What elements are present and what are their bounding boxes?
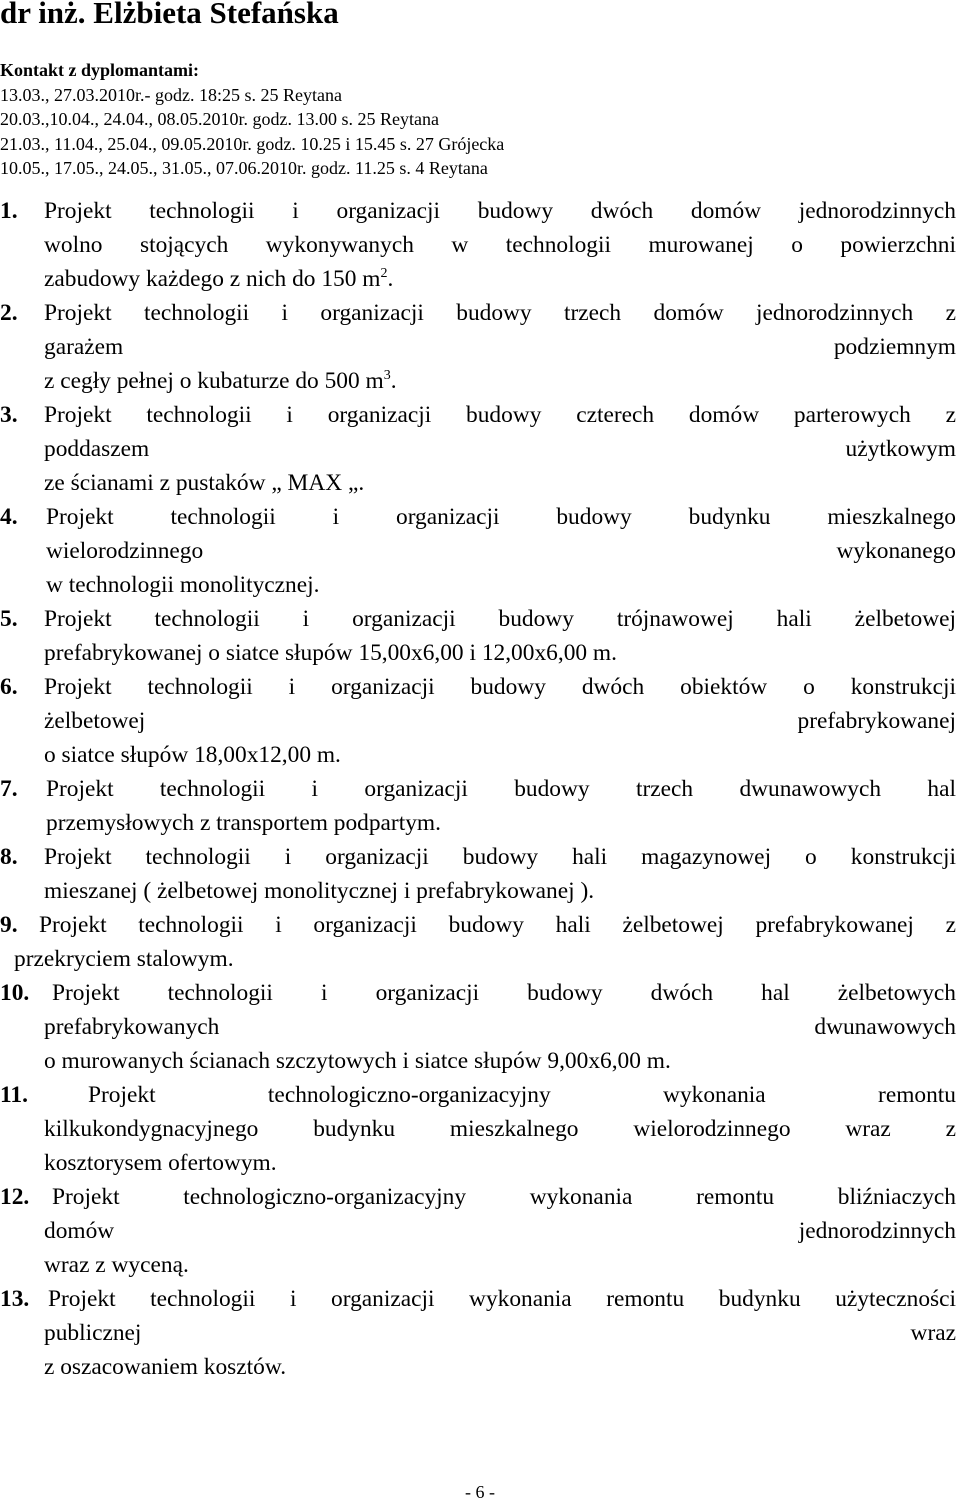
line-end: .	[390, 368, 397, 394]
project-line: Projekt technologii i organizacji budowy budynku mieszkalnego	[46, 504, 956, 530]
project-line: garażem podziemnym	[44, 334, 956, 360]
project-line: kosztorysem ofertowym.	[44, 1150, 277, 1176]
project-item	[0, 908, 956, 976]
project-item	[0, 976, 956, 1078]
project-number: 1.	[0, 198, 18, 224]
project-line: żelbetowej prefabrykowanej	[44, 708, 956, 734]
project-item	[0, 670, 956, 772]
project-line: przekryciem stalowym.	[14, 946, 234, 972]
project-number: 4.	[0, 504, 18, 530]
project-line: prefabrykowanych dwunawowych	[44, 1014, 956, 1040]
project-number: 7.	[0, 776, 18, 802]
project-item	[0, 296, 956, 398]
project-line: domów jednorodzinnych	[44, 1218, 956, 1244]
project-line: Projekt technologii i organizacji budowy trzech dwunawowych hal	[46, 776, 956, 802]
project-line: o siatce słupów 18,00x12,00 m.	[44, 742, 341, 768]
project-line: prefabrykowanej o siatce słupów 15,00x6,00 i 12,00x6,00 m.	[44, 640, 617, 666]
project-number: 9.	[0, 912, 18, 938]
project-line: Projekt technologii i organizacji wykonania remontu budynku użyteczności	[48, 1286, 956, 1312]
project-number: 13.	[0, 1286, 30, 1312]
project-line-with-unit	[0, 364, 956, 398]
project-line: Projekt technologiczno-organizacyjny wykonania remontu	[88, 1082, 956, 1108]
project-line: Projekt technologiczno-organizacyjny wykonania remontu bliźniaczych	[52, 1184, 956, 1210]
project-line: Projekt technologii i organizacji budowy trzech domów jednorodzinnych z	[44, 300, 956, 326]
project-line: mieszanej ( żelbetowej monolitycznej i prefabrykowanej ).	[44, 878, 595, 904]
project-item	[0, 398, 956, 500]
project-line: zabudowy każdego z nich do 150 m	[44, 266, 381, 292]
project-number: 10.	[0, 980, 30, 1006]
page-number: - 6 -	[465, 1482, 495, 1502]
project-line: wraz z wyceną.	[44, 1252, 189, 1278]
project-number: 11.	[0, 1082, 28, 1108]
project-item	[0, 1282, 956, 1384]
project-line: przemysłowych z transportem podpartym.	[46, 810, 441, 836]
project-line: o murowanych ścianach szczytowych i siatce słupów 9,00x6,00 m.	[44, 1048, 671, 1074]
project-line: Projekt technologii i organizacji budowy trójnawowej hali żelbetowej	[44, 606, 956, 632]
project-line: wielorodzinnego wykonanego	[46, 538, 956, 564]
project-number: 8.	[0, 844, 18, 870]
project-line: Projekt technologii i organizacji budowy hali magazynowej o konstrukcji	[44, 844, 956, 870]
project-line: wolno stojących wykonywanych w technologii murowanej o powierzchni	[44, 232, 956, 258]
project-line: Projekt technologii i organizacji budowy dwóch obiektów o konstrukcji	[44, 674, 956, 700]
project-line: Projekt technologii i organizacji budowy czterech domów parterowych z	[44, 402, 956, 428]
project-number: 12.	[0, 1184, 30, 1210]
project-line: Projekt technologii i organizacji budowy dwóch domów jednorodzinnych	[44, 198, 956, 224]
project-line: publicznej wraz	[44, 1320, 956, 1346]
project-item	[0, 840, 956, 908]
project-item	[0, 1180, 956, 1282]
project-line: poddaszem użytkowym	[44, 436, 956, 462]
project-line-with-unit	[0, 262, 956, 296]
line-end: .	[387, 266, 394, 292]
contact-schedule	[0, 58, 504, 181]
project-line: kilkukondygnacyjnego budynku mieszkalnego wielorodzinnego wraz z	[44, 1116, 956, 1142]
unit-exponent: 3	[383, 368, 391, 383]
project-line: ze ścianami z pustaków „ MAX „.	[44, 470, 365, 496]
unit-exponent: 2	[380, 266, 388, 281]
project-number: 6.	[0, 674, 18, 700]
project-number: 3.	[0, 402, 18, 428]
project-item	[0, 1078, 956, 1180]
project-number: 5.	[0, 606, 18, 632]
project-line: z cegły pełnej o kubaturze do 500 m	[44, 368, 384, 394]
project-item	[0, 194, 956, 296]
project-item	[0, 500, 956, 602]
project-line: z oszacowaniem kosztów.	[44, 1354, 287, 1380]
contact-line: 13.03., 27.03.2010r.- godz. 18:25 s. 25 Reytana	[0, 84, 342, 105]
project-line: Projekt technologii i organizacji budowy hali żelbetowej prefabrykowanej z	[39, 912, 956, 938]
project-number: 2.	[0, 300, 18, 326]
project-item	[0, 772, 956, 840]
contact-line: 20.03.,10.04., 24.04., 08.05.2010r. godz. 13.00 s. 25 Reytana	[0, 109, 439, 129]
project-list	[0, 194, 956, 1384]
project-line: Projekt technologii i organizacji budowy dwóch hal żelbetowych	[52, 980, 956, 1006]
project-line: w technologii monolitycznej.	[46, 572, 320, 598]
contact-line: 21.03., 11.04., 25.04., 09.05.2010r. godz. 10.25 i 15.45 s. 27 Grójecka	[0, 133, 505, 154]
contact-line: 10.05., 17.05., 24.05., 31.05., 07.06.2010r. godz. 11.25 s. 4 Reytana	[0, 158, 488, 178]
project-item	[0, 602, 956, 670]
contact-heading: Kontakt z dyplomantami:	[0, 60, 200, 80]
author-title: dr inż. Elżbieta Stefańska	[0, 0, 339, 30]
